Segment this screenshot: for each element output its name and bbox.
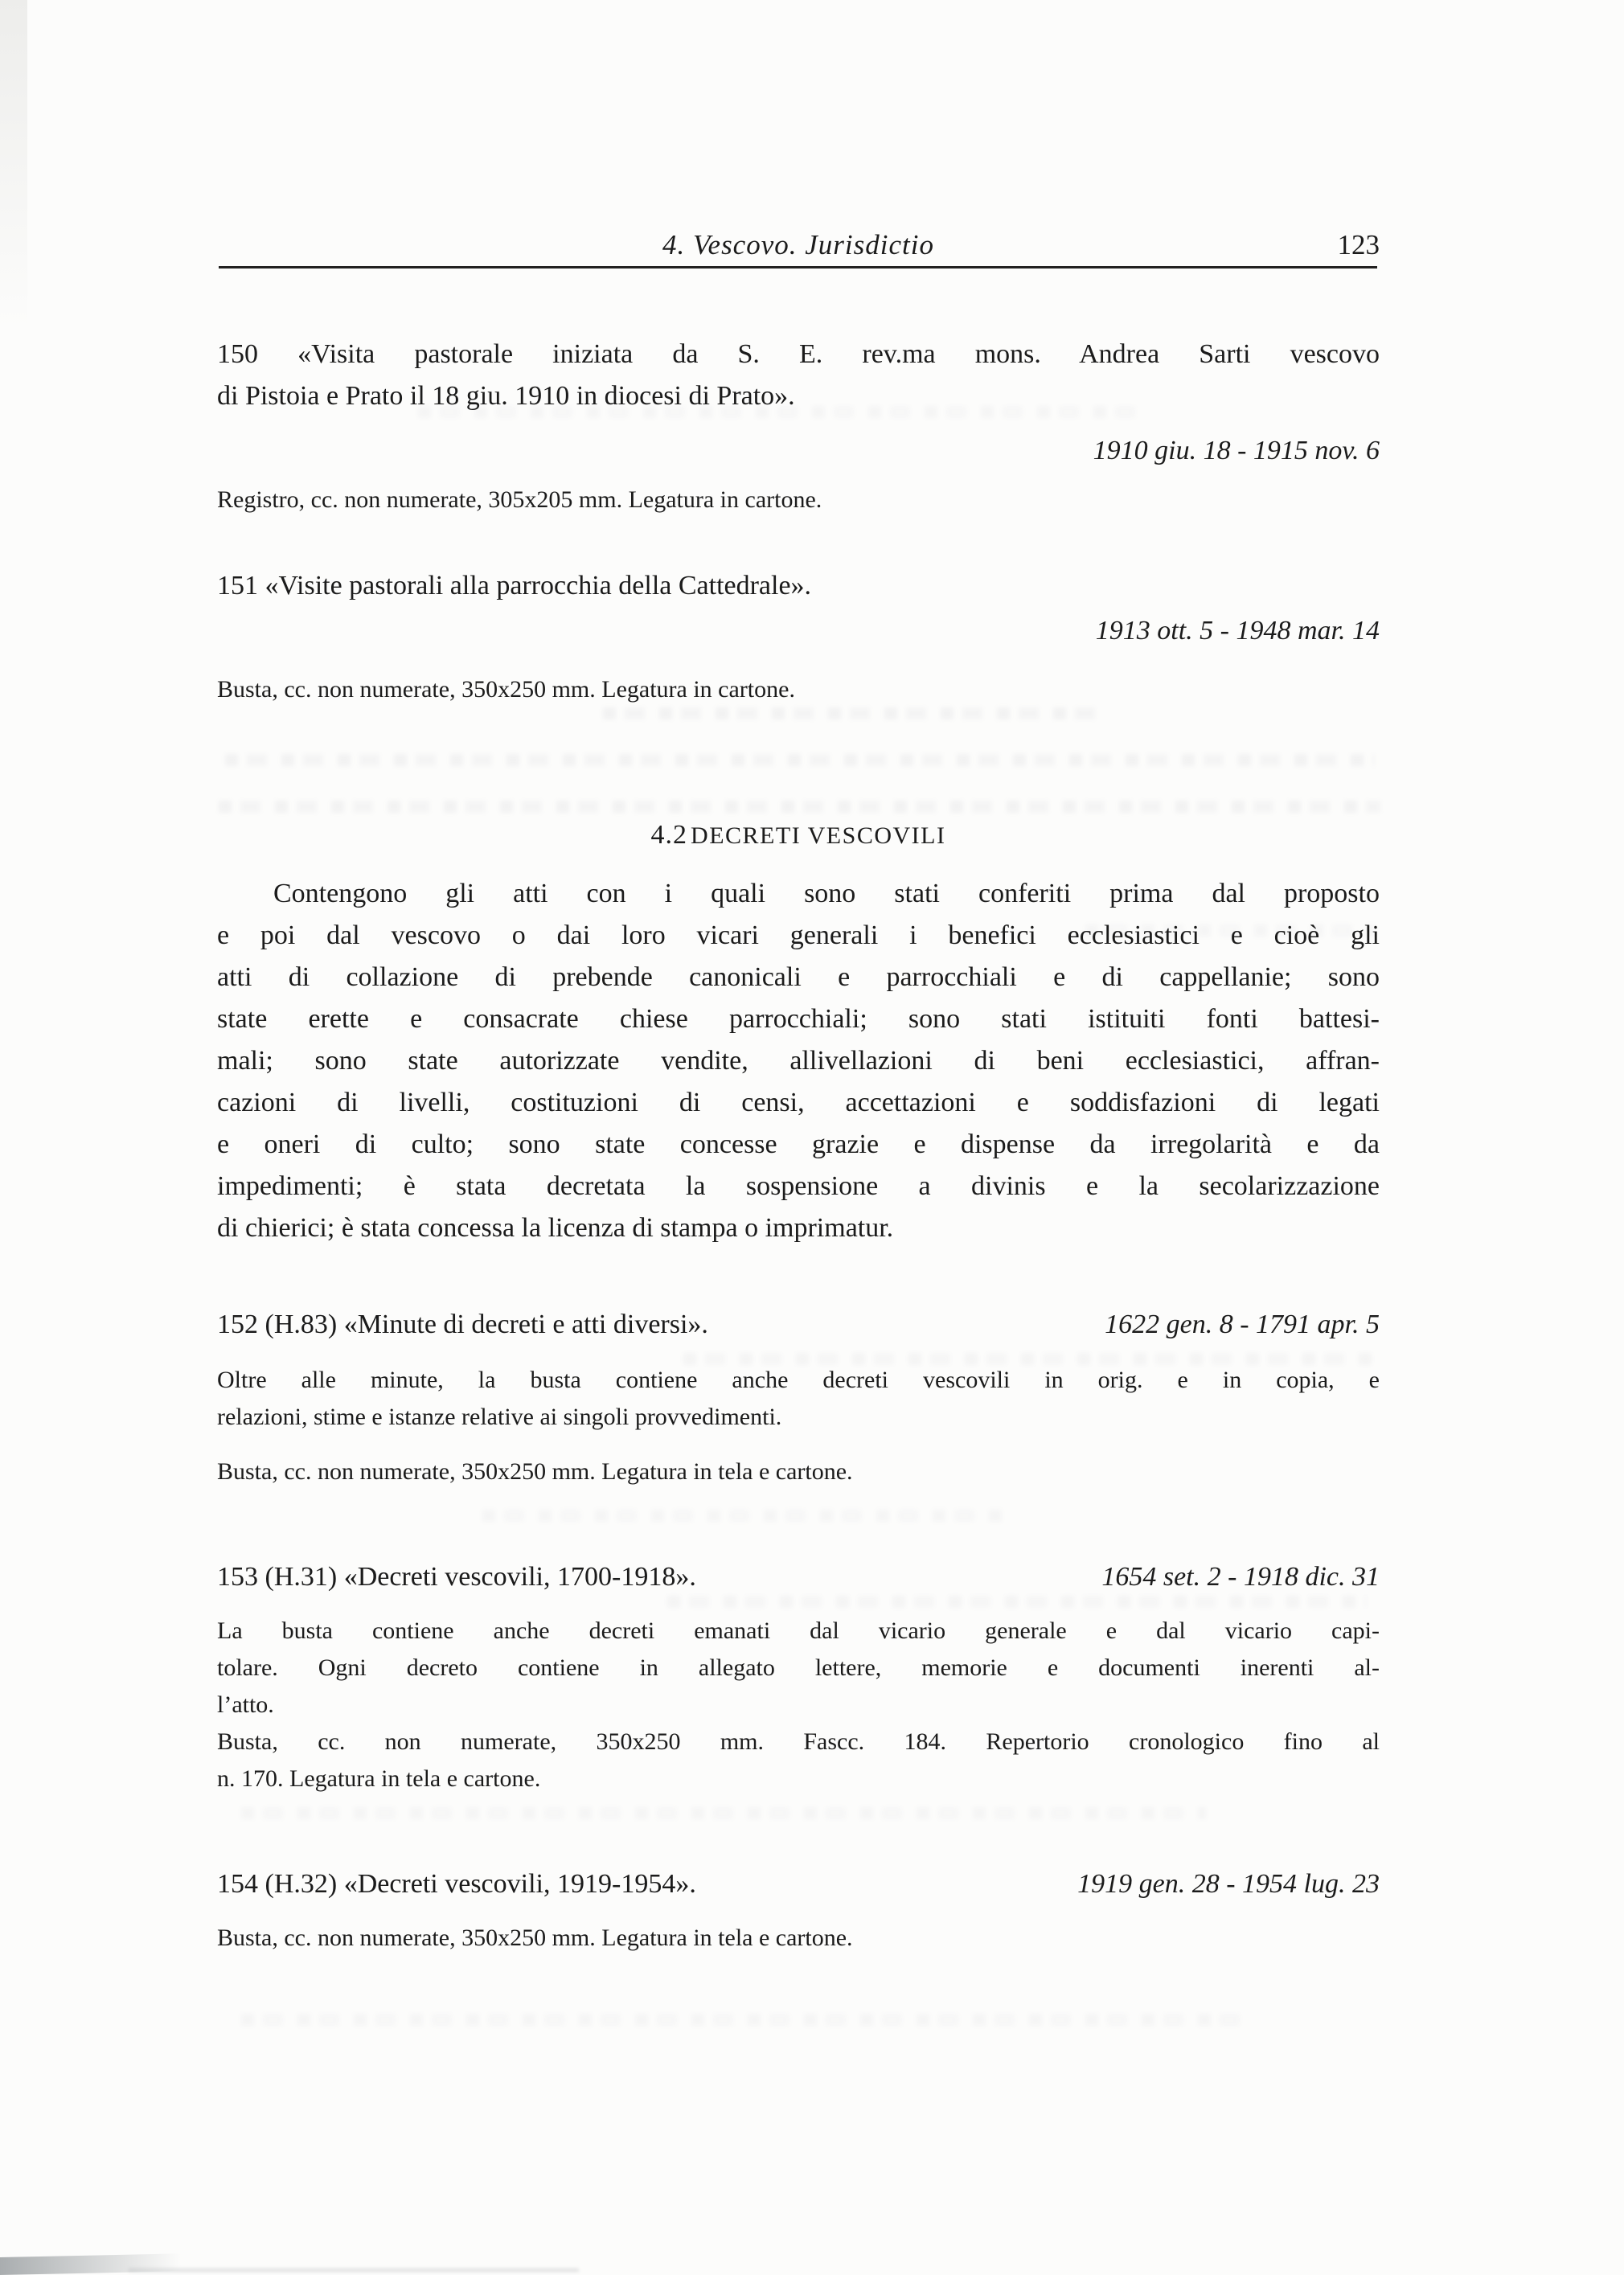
entry-152-description-line: Oltre alle minute, la busta contiene anche decreti vescovili in orig. e in copia, e bbox=[217, 1367, 1380, 1393]
entry-152 bbox=[217, 1304, 1380, 1490]
section-title: DECRETI VESCOVILI bbox=[691, 822, 946, 849]
entry-151-title-line: 151 «Visite pastorali alla parrocchia della Cattedrale». bbox=[217, 571, 812, 601]
section-number: 4.2 bbox=[650, 820, 688, 850]
running-head bbox=[217, 229, 1380, 266]
bleed-through-artifact bbox=[241, 1807, 1206, 1819]
entry-150-physical-description: Registro, cc. non numerate, 305x205 mm. Legatura in cartone. bbox=[217, 486, 822, 513]
section-paragraph bbox=[217, 873, 1380, 1249]
scan-edge-strip bbox=[0, 0, 27, 346]
entry-153-physical-line: n. 170. Legatura in tela e cartone. bbox=[217, 1765, 541, 1792]
paragraph-line: impedimenti; è stata decretata la sospensione a divinis e la secolarizzazione bbox=[217, 1171, 1380, 1201]
entry-151-date-range: 1913 ott. 5 - 1948 mar. 14 bbox=[1095, 616, 1380, 646]
entry-151 bbox=[217, 565, 1380, 708]
scan-bottom-smudge bbox=[129, 2269, 579, 2272]
bleed-through-artifact bbox=[241, 2014, 1246, 2026]
paragraph-line: cazioni di livelli, costituzioni di censi, accettazioni e soddisfazioni di legati bbox=[217, 1088, 1380, 1117]
paragraph-line: di chierici; è stata concessa la licenza di stampa o imprimatur. bbox=[217, 1213, 894, 1243]
entry-153-title: 153 (H.31) «Decreti vescovili, 1700-1918». bbox=[217, 1562, 696, 1592]
entry-150-title-line: di Pistoia e Prato il 18 giu. 1910 in diocesi di Prato». bbox=[217, 381, 795, 411]
page-number: 123 bbox=[1337, 229, 1380, 260]
entry-152-description-line: relazioni, stime e istanze relative ai singoli provvedimenti. bbox=[217, 1404, 782, 1430]
header-rule bbox=[219, 266, 1377, 268]
paragraph-line: Contengono gli atti con i quali sono stati conferiti prima dal proposto bbox=[273, 879, 1380, 908]
entry-150-date-range: 1910 giu. 18 - 1915 nov. 6 bbox=[1093, 436, 1380, 465]
paragraph-line: atti di collazione di prebende canonicali e parrocchiali e di cappellanie; sono bbox=[217, 962, 1380, 992]
entry-154-title: 154 (H.32) «Decreti vescovili, 1919-1954». bbox=[217, 1869, 696, 1899]
paragraph-line: state erette e consacrate chiese parrocchiali; sono stati istituiti fonti battesi- bbox=[217, 1004, 1380, 1034]
bleed-through-artifact bbox=[603, 707, 1101, 719]
entry-153-description-line: La busta contiene anche decreti emanati dal vicario generale e dal vicario capi- bbox=[217, 1617, 1380, 1644]
paragraph-line: e oneri di culto; sono state concesse grazie e dispense da irregolarità e da bbox=[217, 1129, 1380, 1159]
entry-153-date-range: 1654 set. 2 - 1918 dic. 31 bbox=[1101, 1562, 1380, 1592]
entry-153-description-line: l’atto. bbox=[217, 1691, 274, 1718]
entry-153 bbox=[217, 1556, 1380, 1797]
entry-154-date-range: 1919 gen. 28 - 1954 lug. 23 bbox=[1077, 1869, 1380, 1899]
entry-150-title-line: 150 «Visita pastorale iniziata da S. E. rev.ma mons. Andrea Sarti vescovo bbox=[217, 339, 1380, 369]
bleed-through-artifact bbox=[219, 801, 1380, 813]
entry-150 bbox=[217, 334, 1380, 519]
entry-154 bbox=[217, 1863, 1380, 1957]
section-heading bbox=[217, 817, 1380, 859]
running-title: 4. Vescovo. Jurisdictio bbox=[662, 229, 934, 260]
entry-151-physical-description: Busta, cc. non numerate, 350x250 mm. Legatura in cartone. bbox=[217, 676, 795, 703]
entry-154-physical-description: Busta, cc. non numerate, 350x250 mm. Legatura in tela e cartone. bbox=[217, 1925, 853, 1951]
bleed-through-artifact bbox=[482, 1510, 1005, 1522]
entry-153-description-line: tolare. Ogni decreto contiene in allegato lettere, memorie e documenti inerenti al- bbox=[217, 1654, 1380, 1681]
entry-152-physical-description: Busta, cc. non numerate, 350x250 mm. Legatura in tela e cartone. bbox=[217, 1458, 853, 1485]
paragraph-line: e poi dal vescovo o dai loro vicari generali i benefici ecclesiastici e cioè gli bbox=[217, 920, 1380, 950]
entry-152-title: 152 (H.83) «Minute di decreti e atti diversi». bbox=[217, 1310, 708, 1339]
paragraph-line: mali; sono state autorizzate vendite, allivellazioni di beni ecclesiastici, affran- bbox=[217, 1046, 1380, 1076]
entry-152-date-range: 1622 gen. 8 - 1791 apr. 5 bbox=[1105, 1310, 1380, 1339]
bleed-through-artifact bbox=[225, 754, 1375, 766]
entry-153-physical-line: Busta, cc. non numerate, 350x250 mm. Fascc. 184. Repertorio cronologico fino al bbox=[217, 1728, 1380, 1755]
